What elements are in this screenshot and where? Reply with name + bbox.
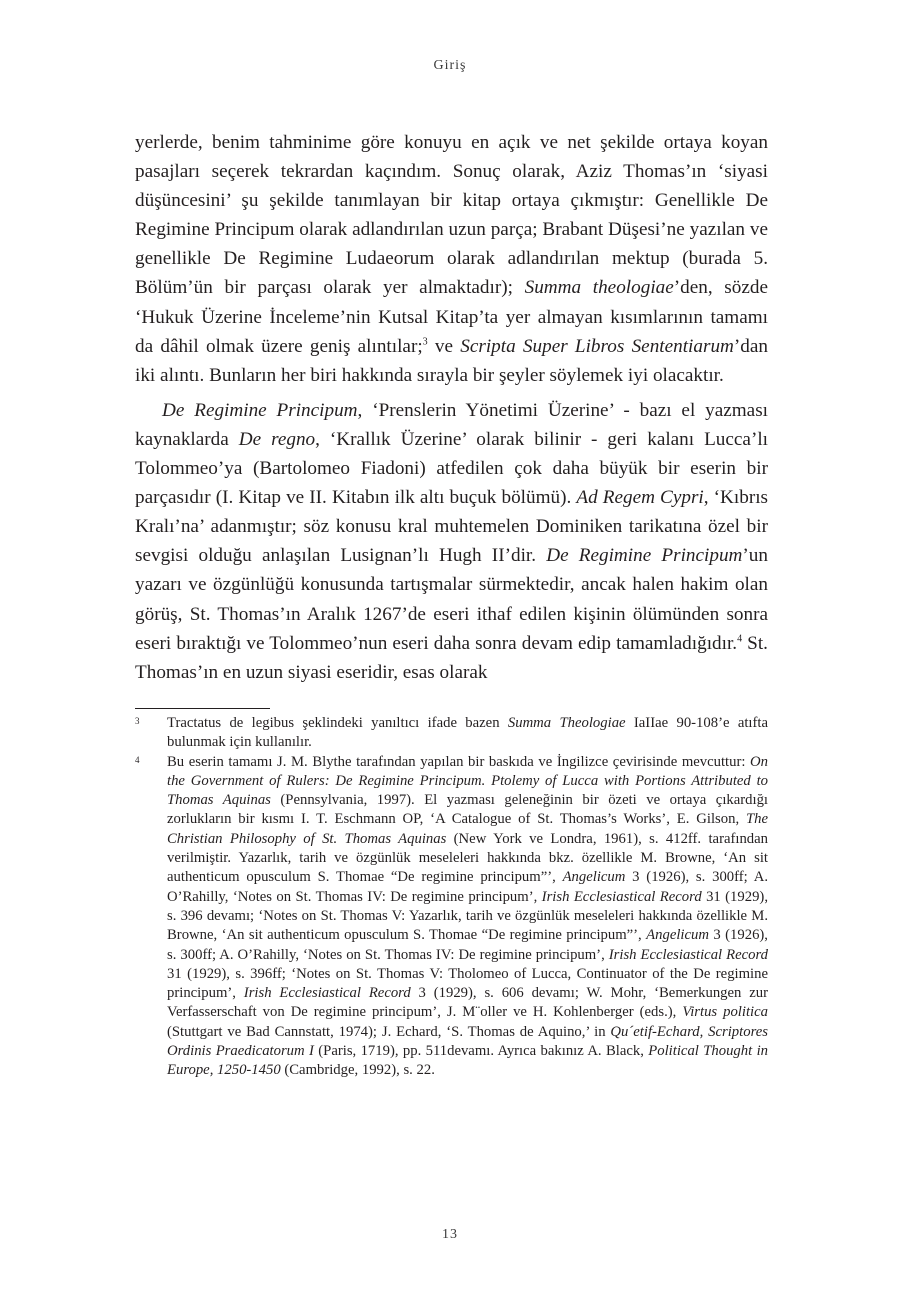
italic-text: The Christian Philosophy of St. Thomas Aquinas	[167, 811, 768, 847]
paragraph	[135, 396, 768, 687]
paragraph	[135, 128, 768, 390]
text-run: , ‘Krallık Üzerine’ olarak bilinir - geri kalanı Lucca’lı Tolommeo’ya (Bartolomeo Fiadoni) atfedilen çok daha büyük bir eserin bir parçasıdır (I. Kitap ve II. Kitabın ilk altı buçuk bölümü).	[135, 428, 768, 509]
footnote-rule	[135, 708, 270, 709]
text-run: , ‘Kıbrıs Kralı’na’ adanmıştır; söz konusu kral muhtemelen Dominiken tarikatına özel bir sevgisi olduğu anlaşılan Lusignan’lı Hugh II’dir.	[135, 487, 769, 567]
footnote-text	[167, 715, 768, 750]
italic-text: Angelicum	[562, 869, 626, 886]
italic-text: Political Thought in Europe, 1250-1450	[167, 1043, 768, 1079]
text-run: 3 (1926), s. 300ff; A. O’Rahilly, ‘Notes on St. Thomas IV: De regimine principum’,	[167, 927, 768, 963]
footnote-text	[167, 754, 768, 1079]
text-run: (New York ve Londra, 1961), s. 412ff. tarafından verilmiştir. Yazarlık, tarih ve özgünlük meseleleri hakkında bkz. özellikle M. Browne, ‘An sit authenticum opusculum S. Thomae “De regimine principum”’,	[167, 830, 768, 886]
page-number: 13	[442, 1227, 458, 1242]
footnote-ref: 4	[737, 633, 743, 645]
italic-text: Summa Theologiae	[507, 715, 626, 731]
italic-text: Irish Ecclesiastical Record	[608, 946, 769, 963]
text-run: (Paris, 1719), pp. 511devamı. Ayrıca bakınız A. Black,	[313, 1043, 649, 1060]
italic-text: Irish Ecclesiastical Record	[541, 888, 702, 905]
footnote-number: 4	[135, 754, 140, 765]
footnote-ref: 3	[422, 336, 428, 348]
text-run: St. Thomas’ın en uzun siyasi eseridir, esas olarak	[135, 632, 768, 683]
italic-text: Virtus politica	[682, 1004, 768, 1021]
italic-text: Qu´etif-Echard, Scriptores Ordinis Praedicatorum I	[167, 1023, 768, 1060]
body-text	[135, 128, 768, 687]
italic-text: Summa theologiae	[524, 277, 674, 299]
italic-text: On the Government of Rulers: De Regimine Principum. Ptolemy of Lucca with Portions Attributed to Thomas Aquinas	[167, 753, 768, 809]
text-run: IaIIae 90-108’e atıfta bulunmak için kullanılır.	[167, 715, 768, 751]
italic-text: De Regimine Principum	[546, 545, 743, 567]
text-run: (Cambridge, 1992), s. 22.	[280, 1062, 435, 1079]
text-run: (Stuttgart ve Bad Cannstatt, 1974); J. Echard, ‘S. Thomas de Aquino,’ in	[167, 1023, 611, 1040]
italic-text: De Regimine Principum	[162, 399, 358, 421]
italic-text: De regno	[238, 428, 316, 450]
footnote	[135, 714, 768, 753]
text-run: (Pennsylvania, 1997). El yazması geleneğinin bir özeti ve ortaya çıkardığı zorlukların bir kısmı I. T. Eschmann OP, ‘A Catalogue of St. Thomas’s Works’, E. Gilson,	[167, 792, 768, 828]
italic-text: Ad Regem Cypri	[576, 487, 704, 509]
text-run: 3 (1929), s. 606 devamı; W. Mohr, ‘Bemerkungen zur Verfasserschaft von De regimine principum’, J. M¨oller ve H. Kohlenberger (eds.),	[167, 985, 769, 1021]
text-run: , ‘Prenslerin Yönetimi Üzerine’ - bazı el yazması kaynaklarda	[135, 399, 768, 450]
text-run: 31 (1929), s. 396 devamı; ‘Notes on St. Thomas V: Yazarlık, tarih ve özgünlük meseleleri hakkında özellikle M. Browne, ‘An sit authenticum opusculum S. Thomae “De regimine principum”’,	[167, 888, 768, 944]
text-run: ’dan iki alıntı. Bunların her biri hakkında sırayla bir şeyler söylemek iyi olacaktır.	[135, 335, 768, 386]
text-run: ’den, sözde ‘Hukuk Üzerine İnceleme’nin Kutsal Kitap’ta yer almayan kısımlarının tamamı da dâhil olmak üzere geniş alıntılar;	[135, 277, 768, 357]
text-run: Bu eserin tamamı J. M. Blythe tarafından yapılan bir baskıda ve İngilizce çevirisinde mevcuttur:	[167, 753, 751, 770]
text-run: yerlerde, benim tahminime göre konuyu en açık ve net şekilde ortaya koyan pasajları seçerek tekrardan kaçındım. Sonuç olarak, Aziz Thomas’ın ‘siyasi düşüncesini’ şu şekilde tanımlayan bir kitap ortaya çıkmıştır: Genellikle De Regimine Principum olarak adlandırılan uzun parça; Brabant Düşesi’ne yazılan ve genellikle De Regimine Ludaeorum olarak adlandırılan mektup (burada 5. Bölüm’ün bir parçası olarak yer almaktadır);	[135, 132, 768, 299]
text-run: ’un yazarı ve özgünlüğü konusunda tartışmalar sürmektedir, ancak halen hakim olan görüş, St. Thomas’ın Aralık 1267’de eseri ithaf edilen kişinin ölümünden sonra eseri bıraktığı ve Tolommeo’nun eseri daha sonra devam edip tamamladığıdır.	[135, 545, 768, 654]
italic-text: Irish Ecclesiastical Record	[243, 985, 411, 1002]
text-run: 31 (1929), s. 396ff; ‘Notes on St. Thomas V: Tholomeo of Lucca, Continuator of the De regimine principum’,	[167, 965, 768, 1002]
italic-text: Scripta Super Libros Sententiarum	[460, 335, 734, 357]
text-run: Tractatus de legibus şeklindeki yanıltıcı ifade bazen	[167, 715, 508, 731]
text-run: 3 (1926), s. 300ff; A. O’Rahilly, ‘Notes on St. Thomas IV: De regimine principum’,	[167, 869, 768, 905]
running-head: Giriş	[433, 58, 467, 73]
footnote	[135, 753, 768, 1081]
footnotes	[135, 714, 768, 1081]
text-run: ve	[427, 335, 461, 357]
italic-text: Angelicum	[646, 927, 709, 944]
footnote-number: 3	[135, 716, 140, 726]
